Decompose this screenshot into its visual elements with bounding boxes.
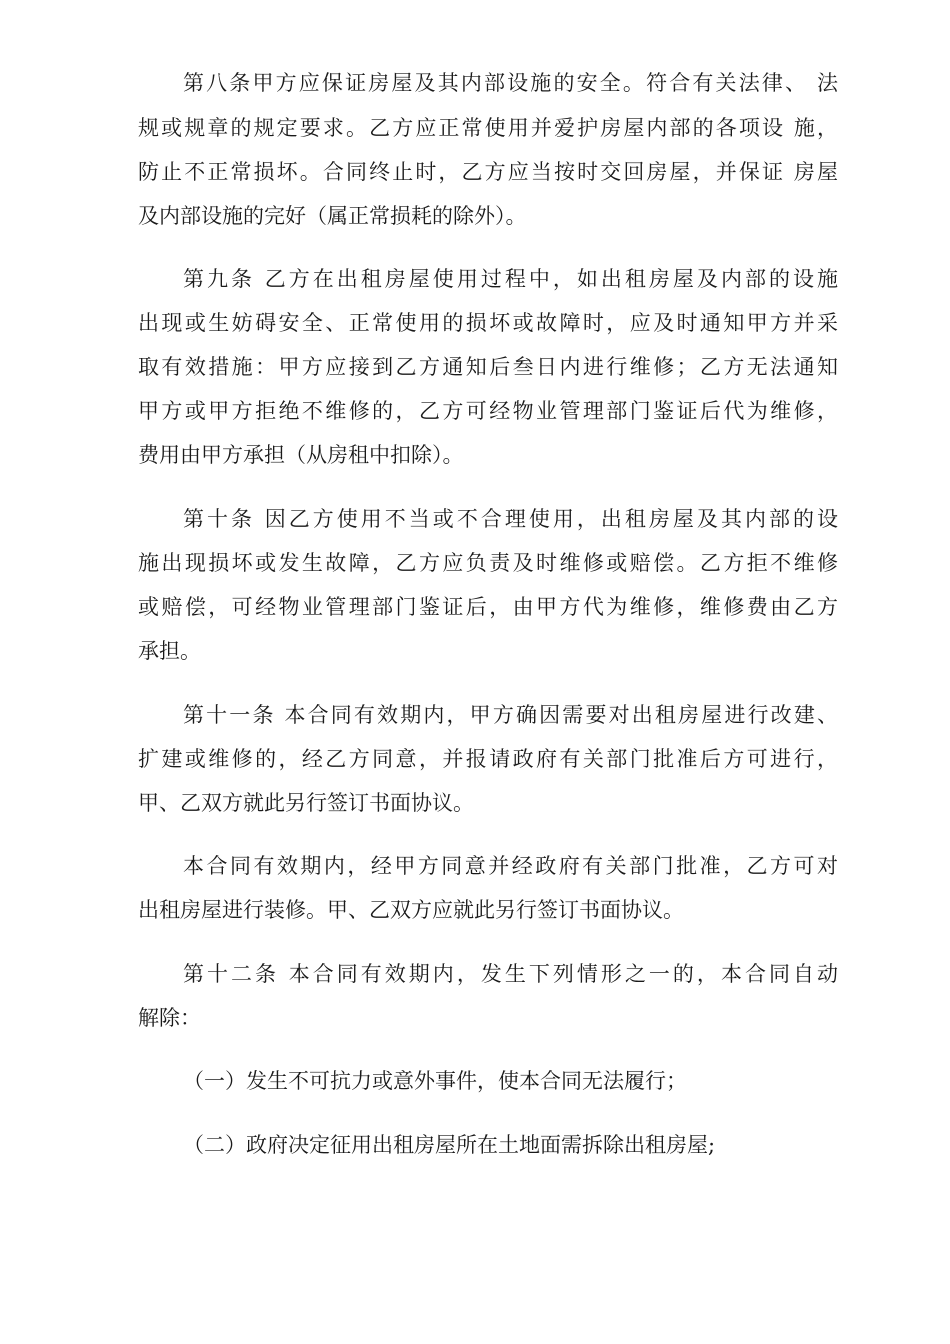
text-line: 解除： — [138, 1006, 201, 1030]
text-line: 扩建或维修的，经乙方同意，并报请政府有关部门批准后方可进行， — [138, 747, 838, 771]
text-line: 出现或生妨碍安全、正常使用的损坏或故障时，应及时通知甲方并采 — [138, 311, 838, 335]
text-line: 规或规章的规定要求。乙方应正常使用并爱护房屋内部的各项设 施， — [138, 116, 838, 140]
text-line: （一）发生不可抗力或意外事件，使本合同无法履行； — [183, 1069, 687, 1093]
text-line: 甲方或甲方拒绝不维修的，乙方可经物业管理部门鉴证后代为维修， — [138, 399, 838, 423]
text-line: 第九条 乙方在出租房屋使用过程中，如出租房屋及内部的设施 — [183, 267, 838, 291]
text-line: 第十一条 本合同有效期内，甲方确因需要对出租房屋进行改建、 — [183, 703, 838, 727]
text-line: 或赔偿，可经物业管理部门鉴证后，由甲方代为维修，维修费由乙方 — [138, 595, 838, 619]
text-line: 出租房屋进行装修。甲、乙双方应就此另行签订书面协议。 — [138, 898, 684, 922]
text-line: 第十条 因乙方使用不当或不合理使用，出租房屋及其内部的设 — [183, 507, 838, 531]
text-line: 第八条甲方应保证房屋及其内部设施的安全。符合有关法律、 法 — [183, 71, 838, 95]
text-line: 承担。 — [138, 639, 201, 663]
text-line: 取有效措施：甲方应接到乙方通知后叁日内进行维修；乙方无法通知 — [138, 355, 838, 379]
text-line: 第十二条 本合同有效期内，发生下列情形之一的，本合同自动 — [183, 962, 838, 986]
text-line: 费用由甲方承担（从房租中扣除）。 — [138, 443, 464, 467]
text-line: 甲、乙双方就此另行签订书面协议。 — [138, 791, 474, 815]
text-line: 防止不正常损坏。合同终止时，乙方应当按时交回房屋，并保证 房屋 — [138, 160, 838, 184]
text-line: 及内部设施的完好（属正常损耗的除外）。 — [138, 204, 527, 228]
text-line: （二）政府决定征用出租房屋所在土地面需拆除出租房屋; — [183, 1133, 716, 1157]
text-line: 本合同有效期内，经甲方同意并经政府有关部门批准，乙方可对 — [183, 854, 838, 878]
text-line: 施出现损坏或发生故障，乙方应负责及时维修或赔偿。乙方拒不维修 — [138, 551, 838, 575]
